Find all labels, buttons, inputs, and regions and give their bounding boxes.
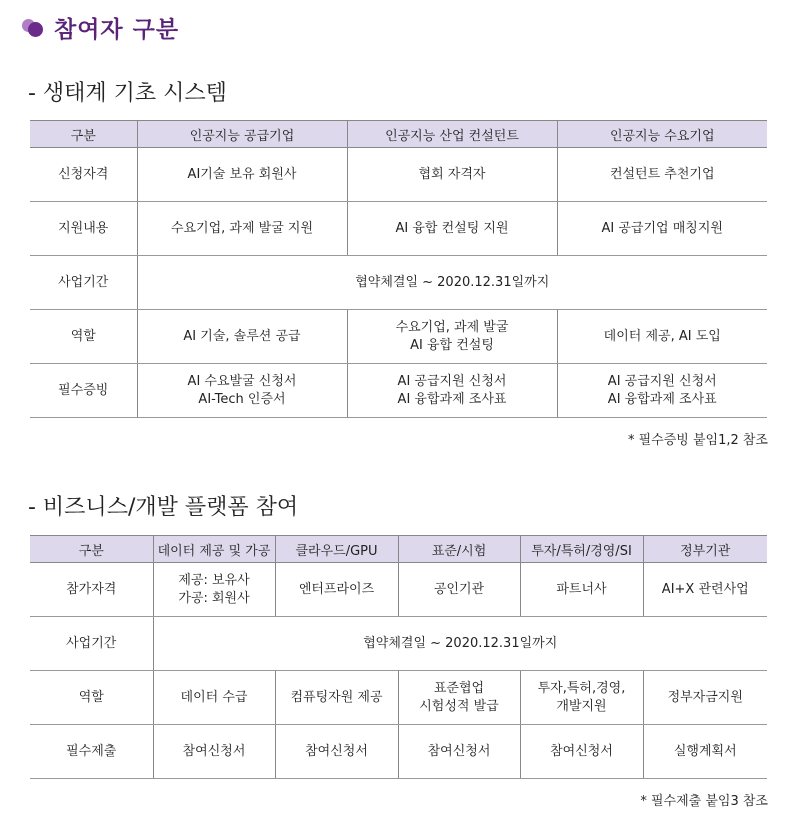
table-cell: 수요기업, 과제 발굴 AI 융합 컨설팅 — [347, 310, 557, 364]
header-cell: 구분 — [30, 121, 137, 148]
table-cell-span: 협약체결일 ~ 2020.12.31일까지 — [137, 256, 767, 310]
table-cell: AI 기술, 솔루션 공급 — [137, 310, 347, 364]
table-row — [30, 310, 767, 364]
header-cell: 투자/특허/경영/SI — [520, 536, 643, 563]
section1-title: - 생태계 기초 시스템 — [28, 81, 227, 106]
table-row — [30, 364, 767, 418]
table-cell: 컴퓨팅자원 제공 — [275, 671, 398, 725]
table-cell: 실행계획서 — [643, 725, 767, 779]
row-label: 역할 — [30, 310, 137, 364]
section1-note: * 필수증빙 붙임1,2 참조 — [627, 433, 768, 448]
row-label: 지원내용 — [30, 202, 137, 256]
row-label: 사업기간 — [30, 617, 153, 671]
table-header-row — [30, 121, 767, 148]
table-cell: 데이터 제공, AI 도입 — [557, 310, 767, 364]
table-cell: 수요기업, 과제 발굴 지원 — [137, 202, 347, 256]
table-cell: 참여신청서 — [520, 725, 643, 779]
table-cell: AI 공급기업 매칭지원 — [557, 202, 767, 256]
section1-table — [30, 120, 767, 418]
section2-title: - 비즈니스/개발 플랫폼 참여 — [28, 495, 299, 520]
header-cell: 인공지능 산업 컨설턴트 — [347, 121, 557, 148]
table-row — [30, 148, 767, 202]
table-cell: 참여신청서 — [398, 725, 520, 779]
table-cell: AI 수요발굴 신청서 AI-Tech 인증서 — [137, 364, 347, 418]
table-cell: 컨설턴트 추천기업 — [557, 148, 767, 202]
table-cell: 참여신청서 — [153, 725, 275, 779]
table-cell: AI+X 관련사업 — [643, 563, 767, 617]
table-cell: 제공: 보유사 가공: 회원사 — [153, 563, 275, 617]
table-row — [30, 256, 767, 310]
row-label: 신청자격 — [30, 148, 137, 202]
header-cell: 데이터 제공 및 가공 — [153, 536, 275, 563]
header-cell: 인공지능 공급기업 — [137, 121, 347, 148]
row-label: 사업기간 — [30, 256, 137, 310]
bullet-dots-icon — [22, 14, 48, 40]
table-cell: AI 융합 컨설팅 지원 — [347, 202, 557, 256]
row-label: 필수제출 — [30, 725, 153, 779]
table-row — [30, 617, 767, 671]
table-cell: 엔터프라이즈 — [275, 563, 398, 617]
table-header-row — [30, 536, 767, 563]
table-cell: 투자,특허,경영, 개발지원 — [520, 671, 643, 725]
section2-table — [30, 535, 767, 779]
header-cell: 구분 — [30, 536, 153, 563]
row-label: 역할 — [30, 671, 153, 725]
table-cell: 정부자금지원 — [643, 671, 767, 725]
header-cell: 클라우드/GPU — [275, 536, 398, 563]
row-label: 참가자격 — [30, 563, 153, 617]
header-cell: 표준/시험 — [398, 536, 520, 563]
table-cell: 파트너사 — [520, 563, 643, 617]
table-row — [30, 725, 767, 779]
table-row — [30, 671, 767, 725]
table-cell: 참여신청서 — [275, 725, 398, 779]
row-label: 필수증빙 — [30, 364, 137, 418]
table-cell: 데이터 수급 — [153, 671, 275, 725]
table-cell-span: 협약체결일 ~ 2020.12.31일까지 — [153, 617, 767, 671]
header-cell: 인공지능 수요기업 — [557, 121, 767, 148]
section2-note: * 필수제출 붙임3 참조 — [640, 794, 768, 809]
table-cell: 공인기관 — [398, 563, 520, 617]
table-row — [30, 202, 767, 256]
table-cell: 표준협업 시험성적 발급 — [398, 671, 520, 725]
table-cell: 협회 자격자 — [347, 148, 557, 202]
page-header — [22, 10, 179, 44]
table-cell: AI기술 보유 회원사 — [137, 148, 347, 202]
table-cell: AI 공급지원 신청서 AI 융합과제 조사표 — [557, 364, 767, 418]
page-title: 참여자 구분 — [54, 16, 180, 43]
header-cell: 정부기관 — [643, 536, 767, 563]
table-cell: AI 공급지원 신청서 AI 융합과제 조사표 — [347, 364, 557, 418]
table-row — [30, 563, 767, 617]
